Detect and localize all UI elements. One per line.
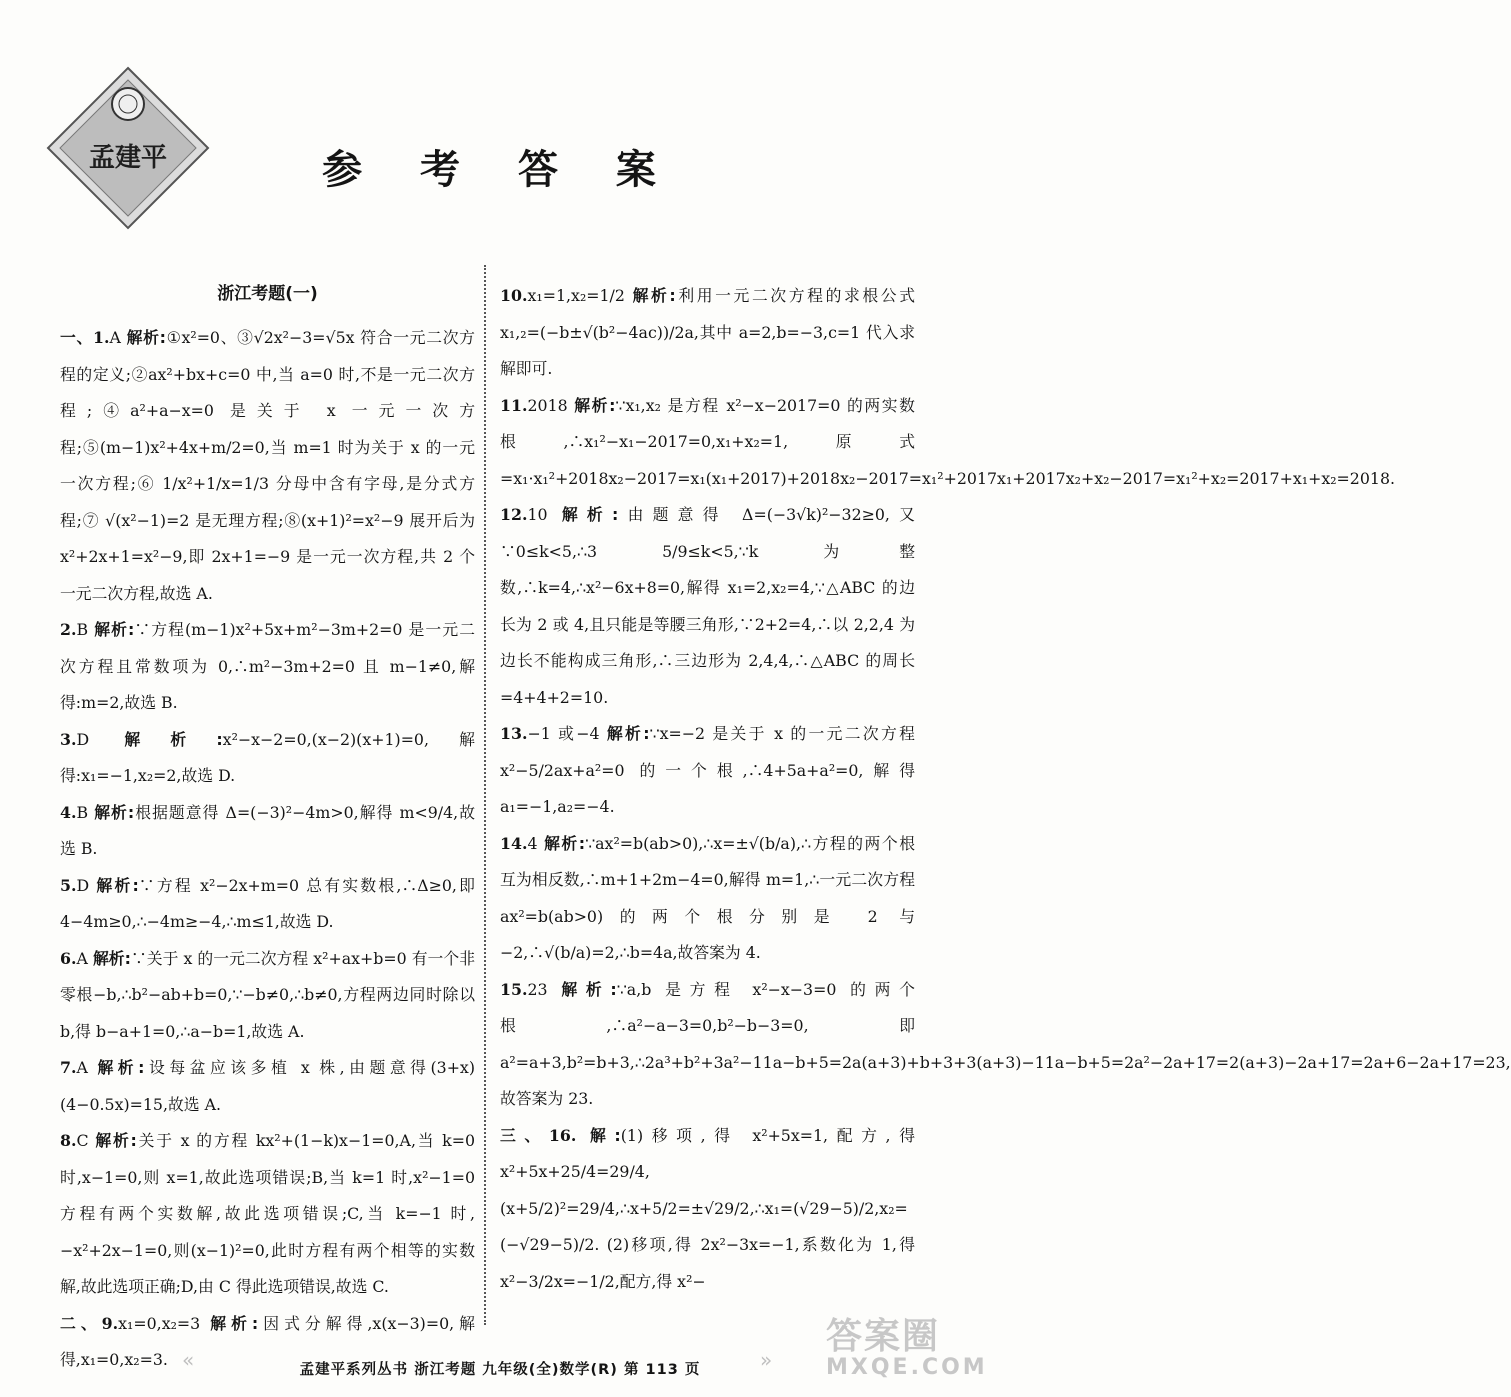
answer-item: 12.10 解析:由题意得 Δ=(−3√k)²−32≥0,又∵0≤k<5,∴3 5/9≤k<5,∵k 为整数,∴k=4,∴x²−6x+8=0,解得 x₁=2,x₂=4,∵△ABC 的边长为 2 或 4,且只能是等腰三角形,∵2+2=4,∴以 2,2,4 为边长不能构成三角形,∴三边形为 2,4,4,∴△ABC 的周长=4+4+2=10. — [500, 505, 915, 707]
answer-item: 二、9.x₁=0,x₂=3 解析:因式分解得,x(x−3)=0,解得,x₁=0,x₂=3. — [60, 1313, 475, 1369]
watermark-text: 答案圈 — [826, 1316, 941, 1357]
answer-item: 13.−1 或−4 解析:∵x=−2 是关于 x 的一元二次方程 x²−5/2ax+a²=0 的一个根,∴4+5a+a²=0,解得 a₁=−1,a₂=−4. — [500, 724, 915, 816]
left-column — [60, 278, 475, 1379]
page-title: 参 考 答 案 — [322, 147, 678, 193]
answer-item: 11.2018 解析:∵x₁,x₂ 是方程 x²−x−2017=0 的两实数根,∴x₁²−x₁−2017=0,x₁+x₂=1,原式=x₁·x₁²+2018x₂−2017=x₁(x₁+2017)+2018x₂−2017=x₁²+2017x₁+2017x₂+x₂−2017=x₁²+x₂=2017+x₁+x₂=2018. — [500, 395, 1396, 488]
right-column — [500, 278, 1511, 1300]
answer-item: 15.23 解析:∵a,b 是方程 x²−x−3=0 的两个根,∴a²−a−3=0,b²−b−3=0,即 a²=a+3,b²=b+3,∴2a³+b²+3a²−11a−b+5=2a(a+3)+b+3+3(a+3)−11a−b+5=2a²−2a+17=2(a+3)−2a+17=2a+6−2a+17=23,故答案为 23. — [500, 979, 1511, 1108]
chevron-left-icon: « — [182, 1348, 195, 1372]
answer-item: 一、1.A 解析:①x²=0、③√2x²−3=√5x 符合一元二次方程的定义;②ax²+bx+c=0 中,当 a=0 时,不是一元二次方程;④a²+a−x=0 是关于 x 一元一次方程;⑤(m−1)x²+4x+m/2=0,当 m=1 时为关于 x 的一元一次方程;⑥ 1/x²+1/x=1/3 分母中含有字母,是分式方程;⑦ √(x²−1)=2 是无理方程;⑧(x+1)²=x²−9 展开后为 x²+2x+1=x²−9,即 2x+1=−9 是一元一次方程,共 2 个一元二次方程,故选 A. — [60, 328, 475, 603]
answer-item: 8.C 解析:关于 x 的方程 kx²+(1−k)x−1=0,A,当 k=0 时,x−1=0,则 x=1,故此选项错误;B,当 k=1 时,x²−1=0 方程有两个实数解,故此选项错误;C,当 k=−1 时,−x²+2x−1=0,则(x−1)²=0,此时方程有两个相等的实数解,故此选项正确;D,由 C 得此选项错误,故选 C. — [60, 1131, 475, 1296]
watermark — [826, 1318, 991, 1379]
svg-text:孟建平: 孟建平 — [88, 143, 168, 173]
answer-item: 6.A 解析:∵关于 x 的一元二次方程 x²+ax+b=0 有一个非零根−b,∴b²−ab+b=0,∵−b≠0,∴b≠0,方程两边同时除以 b,得 b−a+1=0,∴a−b=1,故选 A. — [60, 948, 475, 1041]
answer-item: 5.D 解析:∵方程 x²−2x+m=0 总有实数根,∴Δ≥0,即 4−4m≥0,∴−4m≥−4,∴m≤1,故选 D. — [60, 875, 475, 931]
answer-item: 3.D 解析:x²−x−2=0,(x−2)(x+1)=0,解得:x₁=−1,x₂=2,故选 D. — [60, 729, 475, 785]
answer-item: 7.A 解析:设每盆应该多植 x 株,由题意得(3+x)(4−0.5x)=15,故选 A. — [60, 1058, 475, 1114]
column-divider — [484, 265, 486, 1325]
chevron-right-icon: » — [760, 1348, 773, 1372]
answer-item: 2.B 解析:∵方程(m−1)x²+5x+m²−3m+2=0 是一元二次方程且常数项为 0,∴m²−3m+2=0 且 m−1≠0,解得:m=2,故选 B. — [60, 620, 476, 712]
answer-item: 10.x₁=1,x₂=1/2 解析:利用一元二次方程的求根公式 x₁,₂=(−b±√(b²−4ac))/2a,其中 a=2,b=−3,c=1 代入求解即可. — [500, 286, 915, 378]
section-title: 浙江考题(一) — [217, 284, 318, 304]
watermark-url: MXQE.COM — [826, 1354, 988, 1380]
answer-item: 三、16. 解:(1)移项,得 x²+5x=1,配方,得 x²+5x+25/4=29/4,(x+5/2)²=29/4,∴x+5/2=±√29/2,∴x₁=(√29−5)/2,x₂=(−√29−5)/2. (2)移项,得 2x²−3x=−1,系数化为 1,得 x²−3/2x=−1/2,配方,得 x²− — [500, 1125, 916, 1291]
page-footer: 孟建平系列丛书 浙江考题 九年级(全)数学(R) 第 113 页 — [299, 1362, 701, 1378]
answer-item: 4.B 解析:根据题意得 Δ=(−3)²−4m>0,解得 m<9/4,故选 B. — [60, 802, 475, 858]
answer-item: 14.4 解析:∵ax²=b(ab>0),∴x=±√(b/a),∴方程的两个根互为相反数,∴m+1+2m−4=0,解得 m=1,∴一元二次方程 ax²=b(ab>0)的两个根分别是 2 与−2,∴√(b/a)=2,∴b=4a,故答案为 4. — [500, 833, 915, 962]
